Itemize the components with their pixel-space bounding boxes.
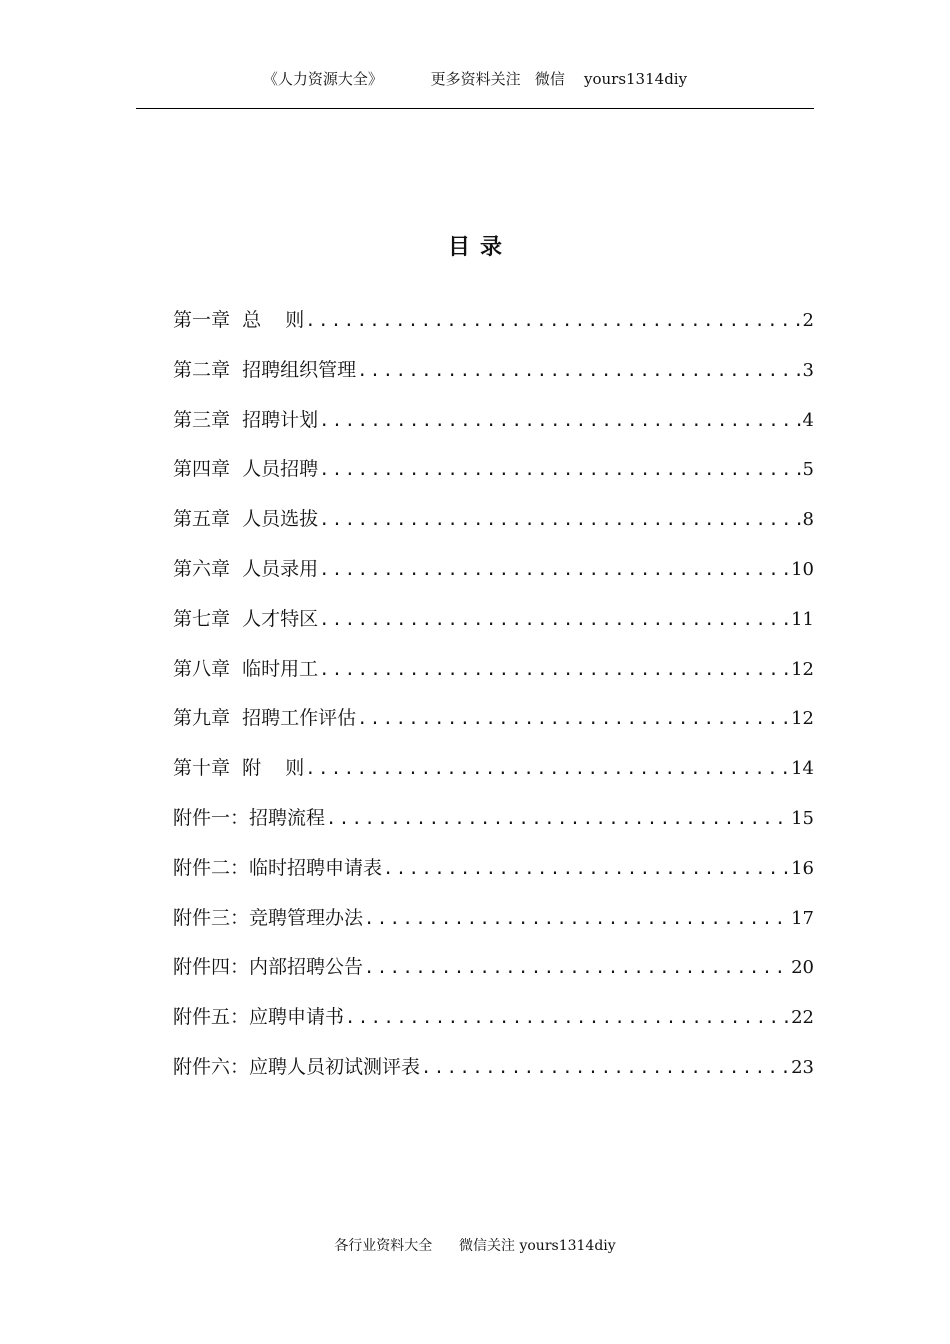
- toc-entry-page: 20: [791, 957, 814, 979]
- toc-leader-dots: [326, 804, 790, 834]
- toc-entry-label: 附件五：应聘申请书: [173, 1006, 345, 1029]
- toc-entry-label: 第十章 附 则: [173, 757, 305, 780]
- toc-entry-page: 15: [791, 807, 814, 829]
- toc-entry-page: 3: [802, 359, 814, 381]
- toc-leader-dots: [305, 306, 801, 336]
- header-divider: [136, 108, 814, 109]
- toc-entry-label: 第二章 招聘组织管理: [173, 358, 357, 381]
- toc-entry-page: 22: [791, 1007, 814, 1029]
- toc-entry[interactable]: [173, 703, 814, 753]
- toc-entry-label: 第七章 人才特区: [173, 607, 319, 630]
- toc-entry-label: 第四章 人员招聘: [173, 458, 319, 481]
- toc-entry-label: 第六章 人员录用: [173, 557, 319, 580]
- toc-entry[interactable]: [173, 405, 814, 455]
- toc-entry[interactable]: [173, 355, 814, 405]
- toc-entry-label: 附件四：内部招聘公告: [173, 956, 364, 979]
- toc-entry-label: 第九章 招聘工作评估: [173, 707, 357, 730]
- toc-entry[interactable]: [173, 952, 814, 1002]
- toc-entry[interactable]: [173, 654, 814, 704]
- toc-entry[interactable]: [173, 803, 814, 853]
- toc-leader-dots: [364, 904, 790, 934]
- toc-entry[interactable]: [173, 1002, 814, 1052]
- toc-entry-label: 附件一：招聘流程: [173, 806, 326, 829]
- toc-entry-label: 第一章 总 则: [173, 309, 305, 331]
- toc-entry-page: 8: [802, 509, 814, 531]
- toc-entry-page: 16: [791, 857, 814, 879]
- toc-entry-label: 附件二：临时招聘申请表: [173, 856, 383, 879]
- toc-entry-label: 第八章 临时用工: [173, 657, 319, 680]
- toc-entry[interactable]: [173, 1052, 814, 1102]
- page-footer: 各行业资料大全 微信关注 yours1314diy: [334, 1238, 616, 1254]
- toc-leader-dots: [305, 754, 790, 784]
- toc-leader-dots: [364, 953, 790, 983]
- toc-entry[interactable]: [173, 504, 814, 554]
- toc-entry-page: 23: [791, 1056, 814, 1078]
- toc-entry-page: 5: [802, 459, 814, 481]
- toc-entry[interactable]: [173, 305, 814, 355]
- toc-leader-dots: [383, 854, 790, 884]
- toc-leader-dots: [357, 704, 790, 734]
- toc-entry-page: 12: [791, 708, 814, 730]
- toc-leader-dots: [421, 1053, 790, 1083]
- toc-entry-page: 17: [791, 907, 814, 929]
- toc-leader-dots: [319, 455, 801, 485]
- toc-entry[interactable]: [173, 903, 814, 953]
- toc-leader-dots: [357, 356, 801, 386]
- toc-entry-page: 10: [791, 558, 814, 580]
- toc-leader-dots: [345, 1003, 790, 1033]
- page-header: 《人力资源大全》 更多资料关注 微信 yours1314diy: [262, 70, 688, 88]
- toc-leader-dots: [319, 655, 790, 685]
- toc-entry-page: 11: [791, 608, 814, 630]
- toc-entry-page: 12: [791, 658, 814, 680]
- table-of-contents: [173, 305, 814, 1102]
- toc-leader-dots: [319, 505, 801, 535]
- toc-entry[interactable]: [173, 554, 814, 604]
- toc-entry[interactable]: [173, 604, 814, 654]
- toc-entry[interactable]: [173, 853, 814, 903]
- toc-entry-page: 2: [802, 310, 814, 331]
- toc-leader-dots: [319, 605, 790, 635]
- toc-leader-dots: [319, 406, 801, 436]
- toc-entry-page: 14: [791, 758, 814, 780]
- toc-entry-label: 第三章 招聘计划: [173, 408, 319, 431]
- toc-entry[interactable]: [173, 753, 814, 803]
- toc-entry-label: 附件六：应聘人员初试测评表: [173, 1055, 421, 1078]
- toc-leader-dots: [319, 555, 790, 585]
- toc-entry-label: 附件三：竞聘管理办法: [173, 906, 364, 929]
- toc-entry-label: 第五章 人员选拔: [173, 508, 319, 531]
- toc-entry-page: 4: [802, 409, 814, 431]
- toc-title: 目录: [447, 235, 512, 260]
- toc-entry[interactable]: [173, 454, 814, 504]
